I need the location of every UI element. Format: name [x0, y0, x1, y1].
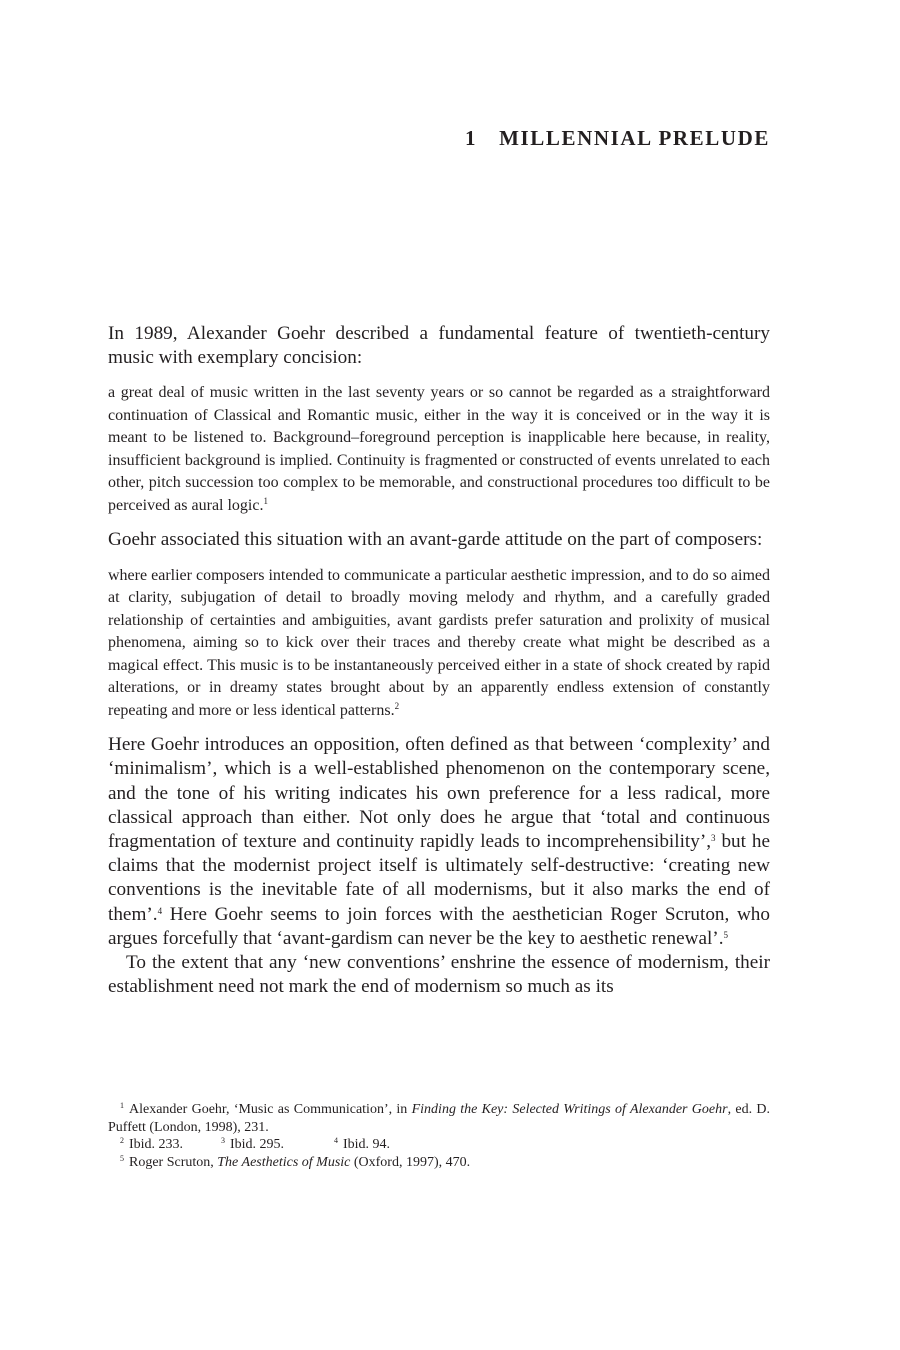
footnote-ref-5[interactable]: 5 — [723, 929, 728, 940]
footnote-4-text: Ibid. 94. — [343, 1137, 391, 1152]
chapter-title: MILLENNIAL PRELUDE — [499, 126, 770, 150]
footnote-ref-4[interactable]: 4 — [157, 905, 163, 916]
block-quote-2-text: where earlier composers intended to communicate a particular aesthetic impression, and to do so aimed at clarity, subjugation of detail to broadly moving melody and rhythm, and a carefully graded relationship of certainties and ambiguities, avant gardists prefer saturation and prolixity of musical phenomena, aiming so to kick over their traces and thereby create what might be described as a magical effect. This music is to be instantaneously perceived either in a state of shock created by rapid alterations, or in dreamy states brought about by an apparently endless extension of constantly repeating and more or less identical patterns. — [108, 566, 770, 719]
paragraph-avant-garde: Goehr associated this situation with an avant-garde attitude on the part of composers: — [108, 529, 763, 551]
footnote-5-mark: 5 — [120, 1153, 124, 1163]
footnote-2-mark: 2 — [120, 1136, 124, 1145]
paragraph-opposition-part-c: Here Goehr seems to join forces with the aesthetician Roger Scruton, who argues forcefully that ‘avant-gardism can never be the key to aesthetic renewal’. — [108, 903, 770, 949]
footnote-1-text-b: , ed. D. Puffett (London, 1998), 231. — [108, 1102, 770, 1135]
footnote-3-text: Ibid. 295. — [230, 1137, 285, 1152]
footnote-4-mark: 4 — [334, 1136, 338, 1145]
footnote-ref-1[interactable]: 1 — [263, 495, 268, 506]
chapter-heading — [465, 126, 770, 151]
footnote-2 — [120, 1136, 221, 1154]
footnotes-2-4 — [108, 1136, 770, 1154]
chapter-number: 1 — [464, 126, 478, 150]
footnote-1 — [108, 1101, 770, 1136]
block-quote-1-text: a great deal of music written in the last seventy years or so cannot be regarded as a straightforward continuation of Classical and Romantic music, either in the way it is conceived or in the way it is meant to be listened to. Background–foreground perception is inapplicable here because, in reality, insufficient background is implied. Continuity is fragmented or constructed of events unrelated to each other, pitch succession too complex to be memorable, and constructional procedures too difficult to be perceived as aural logic. — [108, 384, 770, 514]
footnote-3-mark: 3 — [221, 1136, 225, 1145]
paragraph-opposition-part-a: Here Goehr introduces an opposition, often defined as that between ‘complexity’ and ‘minimalism’, which is a well-established phenomenon on the contemporary scene, and the tone of his writing indicates his own preference for a less radical, more classical approach than either. Not only does he argue that ‘total and continuous fragmentation of texture and continuity rapidly leads to incomprehensibility’, — [108, 734, 770, 852]
footnote-5 — [108, 1154, 770, 1172]
paragraph-intro: In 1989, Alexander Goehr described a fundamental feature of twentieth-century music with exemplary concision: — [108, 323, 770, 369]
footnotes — [108, 1101, 770, 1171]
footnote-1-text-a: Alexander Goehr, ‘Music as Communication’, in — [129, 1102, 412, 1117]
footnote-3 — [221, 1136, 334, 1154]
block-quote-1 — [108, 382, 770, 517]
footnote-5-text-b: (Oxford, 1997), 470. — [350, 1154, 471, 1170]
paragraph-new-conventions: To the extent that any ‘new conventions’ enshrine the essence of modernism, their establishment need not mark the end of modernism so much as its — [108, 951, 770, 998]
paragraph-opposition-part-b: but he claims that the modernist project itself is ultimately self-destructive: ‘creating new conventions is the inevitable fate of all modernisms, but it also marks the end of them’. — [108, 830, 770, 925]
block-quote-2 — [108, 565, 770, 723]
paragraph-opposition — [108, 733, 770, 951]
footnote-ref-3[interactable]: 3 — [711, 832, 716, 843]
footnote-ref-2[interactable]: 2 — [394, 700, 400, 711]
footnote-2-text: Ibid. 233. — [129, 1137, 184, 1152]
footnote-5-title: The Aesthetics of Music — [217, 1154, 351, 1170]
body-text — [108, 322, 770, 999]
footnote-5-text-a: Roger Scruton, — [129, 1154, 218, 1170]
footnote-4 — [334, 1136, 390, 1154]
footnote-1-title: Finding the Key: Selected Writings of Alexander Goehr — [411, 1102, 728, 1117]
footnote-1-mark: 1 — [120, 1101, 124, 1110]
